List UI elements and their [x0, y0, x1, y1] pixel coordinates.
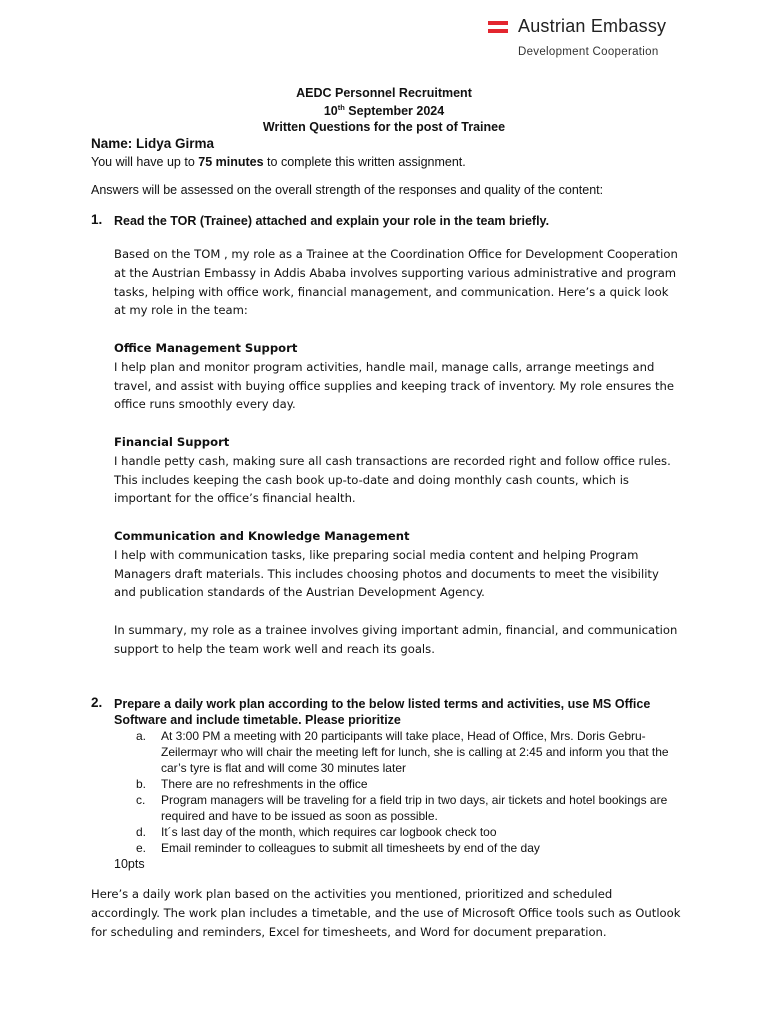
answer-2-intro: Here’s a daily work plan based on the activities you mentioned, prioritized and scheduled accordingly. The work plan includes a timetable, and the use of Microsoft Office tools such as Outlook for scheduling and reminders, Excel for timesheets, and Word for document preparation.	[91, 887, 681, 939]
list-item: e. Email reminder to colleagues to submit all timesheets by end of the day	[136, 841, 540, 855]
question-2-number: 2.	[91, 695, 103, 710]
section-heading: Financial Support	[114, 435, 230, 449]
section-heading: Office Management Support	[114, 341, 298, 355]
list-item: a. At 3:00 PM a meeting with 20 participants will take place, Head of Office, Mrs. Doris Gebru-Zeilermayr who will chair the meeting left for lunch, she is calling at 2:45 and inform you that the car’s tyre is flat and will come 30 minutes later	[136, 729, 669, 775]
doc-subtitle: Written Questions for the post of Trainee	[262, 120, 506, 134]
assessment-note: Answers will be assessed on the overall strength of the responses and quality of the content:	[91, 183, 604, 197]
section-communication	[114, 527, 680, 602]
section-text: I help plan and monitor program activities, handle mail, manage calls, arrange meetings and travel, and assist with buying office supplies and keeping track of inventory. My role ensures the office runs smoothly every day.	[114, 359, 674, 412]
points-label: 10pts	[114, 857, 145, 871]
answer-1-intro: Based on the TOM , my role as a Trainee at the Coordination Office for Development Cooperation at the Austrian Embassy in Addis Ababa involves supporting various administrative and program tasks, helping with office work, financial management, and communication. Here’s a quick look at my role in the team:	[114, 247, 678, 318]
doc-title: AEDC Personnel Recruitment	[296, 86, 472, 100]
list-item: c. Program managers will be traveling for a field trip in two days, air tickets and hotel bookings are required and have to be issued as soon as possible.	[136, 793, 668, 823]
question-2-text: Prepare a daily work plan according to the below listed terms and activities, use MS Office Software and include timetable. Please prioritize	[114, 697, 651, 727]
section-office-management	[114, 339, 680, 414]
section-heading: Communication and Knowledge Management	[114, 529, 410, 543]
austrian-flag-icon	[488, 21, 508, 33]
section-financial-support	[114, 433, 680, 508]
logo-title: Austrian Embassy	[518, 16, 667, 36]
answer-1-summary: In summary, my role as a trainee involves giving important admin, financial, and communication support to help the team work well and reach its goals.	[114, 623, 678, 656]
doc-date: 10th September 2024	[323, 103, 445, 119]
time-instruction: You will have up to 75 minutes to complete this written assignment.	[91, 155, 466, 169]
list-item: b. There are no refreshments in the office	[136, 777, 368, 791]
section-text: I help with communication tasks, like preparing social media content and helping Program Managers draft materials. This includes choosing photos and documents to meet the visibility and publication standards of the Austrian Development Agency.	[114, 547, 659, 600]
candidate-name: Name: Lidya Girma	[91, 136, 215, 151]
question-1-text: Read the TOR (Trainee) attached and explain your role in the team briefly.	[114, 214, 550, 228]
question-1-number: 1.	[91, 212, 103, 227]
activity-list	[136, 728, 681, 856]
section-text: I handle petty cash, making sure all cash transactions are recorded right and follow office rules. This includes keeping the cash book up-to-date and doing monthly cash counts, which is important for the office’s financial health.	[114, 453, 671, 506]
list-item: d. It´s last day of the month, which requires car logbook check too	[136, 825, 497, 839]
logo-subtitle: Development Cooperation	[518, 46, 659, 58]
